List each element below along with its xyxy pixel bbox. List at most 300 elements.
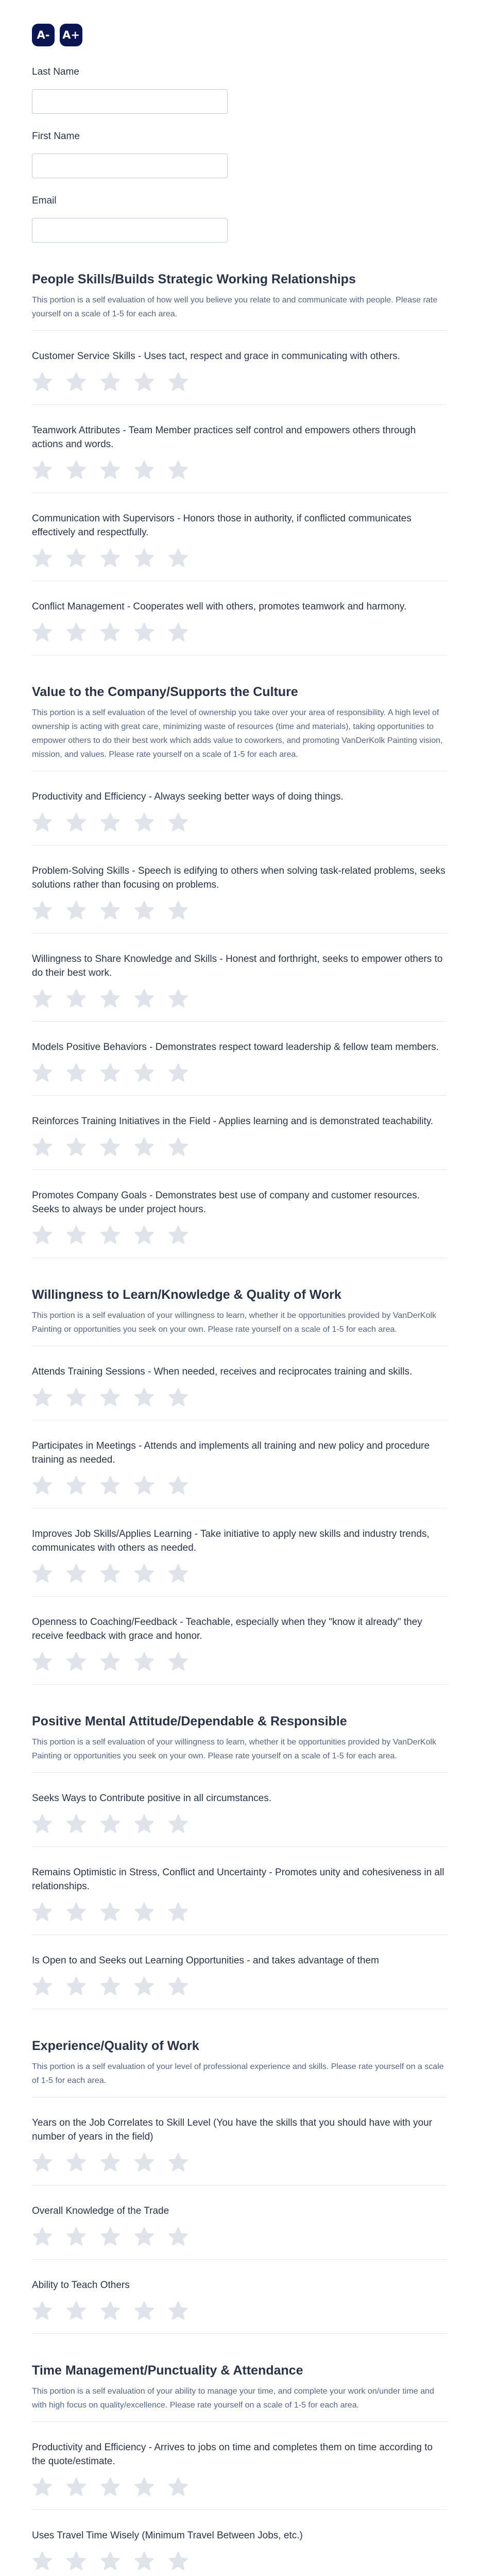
rating-star-1[interactable] [32,2300,53,2321]
question-label: Attends Training Sessions - When needed, receives and reciprocates training and skills. [32,1366,413,1377]
rating-star-2[interactable] [66,1062,87,1083]
star-icon [66,1902,87,1922]
star-icon [100,1475,121,1496]
rating-question [32,845,447,934]
star-rating [32,370,447,393]
rating-star-5[interactable] [168,1062,189,1083]
star-icon [168,2477,189,2497]
star-icon [32,2300,53,2321]
rating-star-2[interactable] [66,1814,87,1834]
star-icon [168,1137,189,1157]
question-label: Openness to Coaching/Feedback - Teachable, especially when they "know it already" they receive feedback with grace and honor. [32,1617,422,1641]
star-icon [100,2152,121,2173]
rating-star-1[interactable] [32,460,53,480]
question-label: Customer Service Skills - Uses tact, respect and grace in communicating with others. [32,351,400,362]
star-icon [134,988,155,1009]
rating-question [32,2097,447,2185]
rating-star-2[interactable] [66,2226,87,2247]
star-icon [134,1225,155,1245]
rating-star-5[interactable] [168,900,189,921]
field-2 [32,195,447,243]
rating-star-2[interactable] [66,622,87,642]
rating-star-1[interactable] [32,622,53,642]
star-icon [168,1563,189,1584]
star-icon [100,2300,121,2321]
rating-star-3[interactable] [100,1902,121,1922]
question-label: Seeks Ways to Contribute positive in all circumstances. [32,1793,271,1804]
rating-star-2[interactable] [66,900,87,921]
rating-star-3[interactable] [100,900,121,921]
star-icon [32,988,53,1009]
star-icon [134,2300,155,2321]
star-icon [168,1814,189,1834]
star-icon [66,900,87,921]
rating-star-5[interactable] [168,2300,189,2321]
star-rating [32,1812,447,1835]
rating-star-5[interactable] [168,1225,189,1245]
rating-star-1[interactable] [32,1563,53,1584]
star-icon [168,1387,189,1408]
section [32,2009,447,2334]
section-description: This portion is a self evaluation of the level of ownership you take over your area of responsibility. A high level of ownership is acting with great care, minimizing waste of resources (time and materials), taking opportunities to empower others to do their best work which adds value to coworkers, and promoting VanDerKolk Painting vision, mission, and values. Please rate yourself on a scale of 1-5 for each area. [32,706,447,771]
question-label: Willingness to Share Knowledge and Skills - Honest and forthright, seeks to empower others to do their best work. [32,954,443,978]
star-icon [168,900,189,921]
star-rating [32,987,447,1010]
star-icon [66,1062,87,1083]
rating-star-4[interactable] [134,1475,155,1496]
star-icon [168,812,189,833]
section-title: Positive Mental Attitude/Dependable & Responsible [32,1714,347,1728]
star-rating [32,811,447,834]
rating-question [32,493,447,581]
star-icon [100,548,121,568]
rating-question [32,2510,447,2576]
rating-star-5[interactable] [168,988,189,1009]
rating-star-2[interactable] [66,1387,87,1408]
star-icon [32,622,53,642]
rating-question [32,934,447,1022]
question-label: Models Positive Behaviors - Demonstrates respect toward leadership & fellow team members. [32,1042,439,1053]
rating-question [32,405,447,493]
rating-star-5[interactable] [168,2477,189,2497]
star-icon [66,1651,87,1672]
rating-question [32,2185,447,2260]
rating-star-1[interactable] [32,548,53,568]
star-rating [32,621,447,643]
rating-star-4[interactable] [134,1225,155,1245]
rating-star-3[interactable] [100,1651,121,1672]
field-input[interactable] [32,218,228,243]
section-title: Value to the Company/Supports the Culture [32,685,298,699]
rating-star-1[interactable] [32,2226,53,2247]
rating-star-1[interactable] [32,812,53,833]
star-rating [32,1224,447,1246]
rating-star-3[interactable] [100,1137,121,1157]
rating-star-2[interactable] [66,1976,87,1996]
star-icon [168,1062,189,1083]
star-rating [32,459,447,481]
star-rating [32,2476,447,2498]
star-icon [100,2551,121,2571]
star-rating [32,2151,447,2174]
star-icon [134,1475,155,1496]
section [32,2334,447,2576]
question-label: Ability to Teach Others [32,2280,130,2291]
star-icon [66,1225,87,1245]
rating-star-4[interactable] [134,1137,155,1157]
rating-star-5[interactable] [168,548,189,568]
rating-star-4[interactable] [134,2477,155,2497]
rating-star-1[interactable] [32,1137,53,1157]
star-icon [32,812,53,833]
section-title: Willingness to Learn/Knowledge & Quality of Work [32,1287,341,1302]
section [32,655,447,1258]
rating-star-1[interactable] [32,1475,53,1496]
rating-star-4[interactable] [134,900,155,921]
star-icon [66,2300,87,2321]
rating-star-5[interactable] [168,812,189,833]
rating-star-2[interactable] [66,1563,87,1584]
rating-star-3[interactable] [100,1976,121,1996]
star-icon [168,2152,189,2173]
star-icon [32,1225,53,1245]
star-icon [100,1902,121,1922]
star-icon [100,622,121,642]
star-icon [66,2152,87,2173]
rating-star-4[interactable] [134,1563,155,1584]
star-icon [134,1387,155,1408]
section-title: Experience/Quality of Work [32,2039,199,2053]
rating-star-2[interactable] [66,548,87,568]
rating-star-3[interactable] [100,2477,121,2497]
star-icon [32,460,53,480]
rating-star-3[interactable] [100,1387,121,1408]
rating-star-5[interactable] [168,1814,189,1834]
star-icon [32,1976,53,1996]
question-label: Is Open to and Seeks out Learning Opportunities - and takes advantage of them [32,1955,379,1966]
rating-question [32,1170,447,1258]
rating-star-4[interactable] [134,460,155,480]
star-icon [100,1137,121,1157]
star-icon [32,371,53,392]
rating-star-1[interactable] [32,1062,53,1083]
rating-star-2[interactable] [66,371,87,392]
star-icon [100,1062,121,1083]
question-label: Conflict Management - Cooperates well with others, promotes teamwork and harmony. [32,601,407,612]
star-icon [168,2226,189,2247]
rating-star-5[interactable] [168,1475,189,1496]
star-icon [134,1563,155,1584]
rating-star-5[interactable] [168,2551,189,2571]
star-icon [32,1814,53,1834]
rating-question [32,581,447,655]
star-icon [66,371,87,392]
star-icon [134,1137,155,1157]
rating-star-2[interactable] [66,1225,87,1245]
rating-star-3[interactable] [100,2226,121,2247]
rating-star-3[interactable] [100,2300,121,2321]
section-title: Time Management/Punctuality & Attendance [32,2363,303,2378]
rating-star-1[interactable] [32,1225,53,1245]
rating-star-2[interactable] [66,460,87,480]
rating-star-3[interactable] [100,460,121,480]
star-icon [100,1387,121,1408]
rating-star-4[interactable] [134,2152,155,2173]
rating-star-4[interactable] [134,1814,155,1834]
rating-star-2[interactable] [66,1651,87,1672]
star-icon [32,1902,53,1922]
rating-star-4[interactable] [134,1062,155,1083]
star-icon [66,988,87,1009]
star-icon [100,1225,121,1245]
rating-star-5[interactable] [168,1137,189,1157]
rating-star-1[interactable] [32,2477,53,2497]
star-icon [168,2300,189,2321]
rating-question [32,1420,447,1509]
rating-star-3[interactable] [100,988,121,1009]
rating-star-2[interactable] [66,2477,87,2497]
rating-star-5[interactable] [168,622,189,642]
rating-star-3[interactable] [100,622,121,642]
rating-question [32,1346,447,1420]
rating-star-1[interactable] [32,900,53,921]
star-icon [32,2152,53,2173]
rating-question [32,2422,447,2510]
star-rating [32,2550,447,2572]
star-rating [32,899,447,922]
question-label: Improves Job Skills/Applies Learning - Take initiative to apply new skills and industry trends, communicates with others as needed. [32,1529,430,1553]
star-icon [168,460,189,480]
section-title: People Skills/Builds Strategic Working Relationships [32,272,356,286]
section [32,1258,447,1685]
question-label: Communication with Supervisors - Honors those in authority, if conflicted communicates effectively and respectfully. [32,513,412,538]
star-icon [168,1651,189,1672]
question-label: Productivity and Efficiency - Always seeking better ways of doing things. [32,791,344,802]
star-icon [134,1814,155,1834]
section-description: This portion is a self evaluation of how well you believe you relate to and communicate with people. Please rate yourself on a scale of 1-5 for each area. [32,293,447,331]
star-icon [168,2551,189,2571]
star-icon [66,1814,87,1834]
field-input[interactable] [32,89,228,114]
rating-star-3[interactable] [100,371,121,392]
question-label: Participates in Meetings - Attends and implements all training and new policy and procedure training as needed. [32,1440,430,1465]
star-icon [134,2152,155,2173]
star-icon [100,812,121,833]
rating-star-4[interactable] [134,2300,155,2321]
star-icon [134,2226,155,2247]
star-rating [32,1562,447,1585]
star-icon [100,2477,121,2497]
star-icon [134,371,155,392]
rating-star-3[interactable] [100,1225,121,1245]
rating-star-1[interactable] [32,1651,53,1672]
rating-star-1[interactable] [32,2152,53,2173]
star-icon [134,548,155,568]
question-label: Uses Travel Time Wisely (Minimum Travel Between Jobs, etc.) [32,2530,303,2541]
rating-question [32,1022,447,1096]
section [32,1685,447,2009]
star-icon [32,2477,53,2497]
star-icon [32,900,53,921]
question-label: Teamwork Attributes - Team Member practices self control and empowers others through actions and words. [32,425,416,450]
star-icon [32,1563,53,1584]
rating-star-4[interactable] [134,812,155,833]
star-icon [32,548,53,568]
rating-star-4[interactable] [134,2551,155,2571]
star-icon [66,622,87,642]
rating-star-3[interactable] [100,1563,121,1584]
star-icon [32,1062,53,1083]
star-icon [100,1651,121,1672]
rating-question [32,2260,447,2334]
star-icon [66,2477,87,2497]
star-rating [32,2299,447,2322]
star-rating [32,1975,447,1997]
rating-question [32,1597,447,1685]
star-icon [168,1475,189,1496]
rating-star-5[interactable] [168,371,189,392]
star-icon [66,1563,87,1584]
question-label: Problem-Solving Skills - Speech is edifying to others when solving task-related problems, seeks solutions rather than focusing on problems. [32,866,446,890]
star-icon [32,2226,53,2247]
star-icon [168,548,189,568]
star-rating [32,1386,447,1409]
star-icon [134,1976,155,1996]
star-icon [168,988,189,1009]
star-icon [100,988,121,1009]
rating-star-4[interactable] [134,1902,155,1922]
rating-question [32,1509,447,1597]
rating-star-2[interactable] [66,1475,87,1496]
star-rating [32,1650,447,1673]
rating-star-4[interactable] [134,2226,155,2247]
rating-star-3[interactable] [100,812,121,833]
star-icon [66,812,87,833]
rating-star-5[interactable] [168,1902,189,1922]
star-icon [66,548,87,568]
star-icon [100,1563,121,1584]
rating-star-5[interactable] [168,460,189,480]
star-icon [32,1651,53,1672]
star-icon [32,1137,53,1157]
rating-star-5[interactable] [168,1651,189,1672]
rating-question [32,1935,447,2009]
rating-star-5[interactable] [168,1976,189,1996]
rating-star-5[interactable] [168,1387,189,1408]
rating-star-3[interactable] [100,2551,121,2571]
question-label: Promotes Company Goals - Demonstrates best use of company and customer resources. Seeks to always be under project hours. [32,1190,420,1215]
star-icon [66,1387,87,1408]
rating-question [32,1847,447,1935]
question-label: Productivity and Efficiency - Arrives to jobs on time and completes them on time according to the quote/estimate. [32,2442,433,2467]
rating-star-5[interactable] [168,1563,189,1584]
star-rating [32,1474,447,1497]
star-icon [134,812,155,833]
rating-star-1[interactable] [32,1902,53,1922]
star-icon [66,2226,87,2247]
decrease-font-button[interactable]: A- [32,24,55,46]
rating-question [32,1096,447,1170]
rating-star-2[interactable] [66,2152,87,2173]
field-label: First Name [32,131,80,142]
section-description: This portion is a self evaluation of your ability to manage your time, and complete your work on/under time and with high focus on quality/excellence. Please rate yourself on a scale of 1-5 for each area. [32,2384,447,2422]
star-icon [134,622,155,642]
star-rating [32,1061,447,1084]
star-icon [32,2551,53,2571]
star-icon [100,900,121,921]
star-rating [32,2225,447,2248]
rating-star-4[interactable] [134,622,155,642]
rating-star-4[interactable] [134,1976,155,1996]
star-icon [66,2551,87,2571]
rating-star-2[interactable] [66,1902,87,1922]
rating-star-1[interactable] [32,1976,53,1996]
question-label: Overall Knowledge of the Trade [32,2206,169,2216]
rating-star-1[interactable] [32,2551,53,2571]
section-description: This portion is a self evaluation of your willingness to learn, whether it be opportunities provided by VanDerKolk Painting or opportunities you seek on your own. Please rate yourself on a scale of 1-5 for each area. [32,1735,447,1773]
rating-question [32,331,447,405]
rating-question [32,771,447,845]
star-rating [32,1136,447,1158]
star-icon [134,2551,155,2571]
rating-star-1[interactable] [32,371,53,392]
rating-star-5[interactable] [168,2226,189,2247]
star-icon [168,1976,189,1996]
increase-font-button[interactable]: A+ [60,24,82,46]
rating-star-3[interactable] [100,2152,121,2173]
star-icon [168,371,189,392]
rating-star-1[interactable] [32,988,53,1009]
rating-star-4[interactable] [134,548,155,568]
rating-star-4[interactable] [134,1651,155,1672]
rating-star-4[interactable] [134,1387,155,1408]
rating-star-3[interactable] [100,1062,121,1083]
rating-star-2[interactable] [66,812,87,833]
section-description: This portion is a self evaluation of your willingness to learn, whether it be opportunities provided by VanDerKolk Painting or opportunities you seek on your own. Please rate yourself on a scale of 1-5 for each area. [32,1309,447,1346]
star-icon [134,460,155,480]
question-label: Remains Optimistic in Stress, Conflict and Uncertainty - Promotes unity and cohesiveness in all relationships. [32,1867,444,1892]
section [32,243,447,655]
rating-star-1[interactable] [32,1814,53,1834]
rating-star-5[interactable] [168,2152,189,2173]
field-input[interactable] [32,154,228,178]
star-icon [66,1137,87,1157]
star-icon [66,460,87,480]
star-icon [32,1475,53,1496]
field-1 [32,131,447,178]
star-icon [168,1225,189,1245]
rating-star-1[interactable] [32,1387,53,1408]
rating-star-2[interactable] [66,2551,87,2571]
star-icon [66,1976,87,1996]
rating-star-2[interactable] [66,1137,87,1157]
rating-star-3[interactable] [100,548,121,568]
rating-star-4[interactable] [134,371,155,392]
rating-star-3[interactable] [100,1475,121,1496]
star-rating [32,1901,447,1923]
star-icon [66,1475,87,1496]
star-icon [100,1976,121,1996]
rating-star-2[interactable] [66,988,87,1009]
rating-question [32,1773,447,1847]
star-icon [100,2226,121,2247]
rating-star-4[interactable] [134,988,155,1009]
rating-star-2[interactable] [66,2300,87,2321]
field-0 [32,66,447,114]
evaluation-sections [32,243,447,2576]
rating-star-3[interactable] [100,1814,121,1834]
star-icon [134,1062,155,1083]
